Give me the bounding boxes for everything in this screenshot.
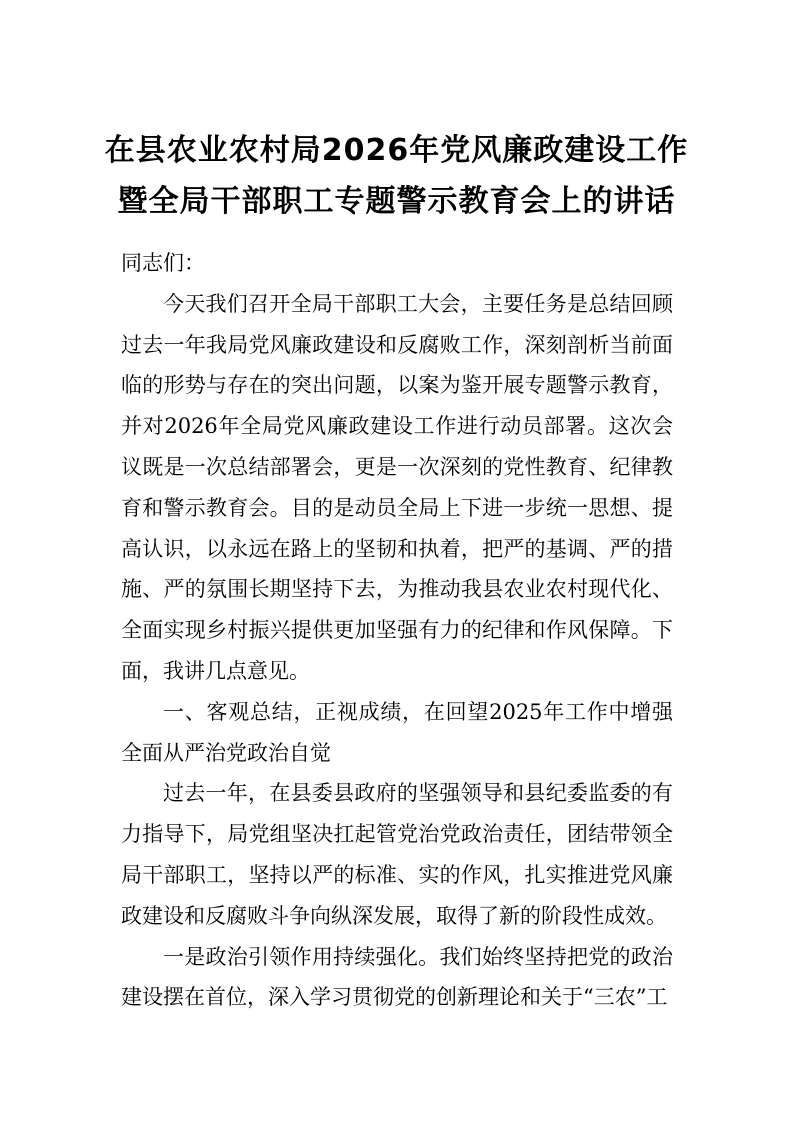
section-heading-1: 一、客观总结，正视成绩，在回望2025年工作中增强全面从严治党政治自觉 bbox=[121, 699, 673, 765]
paragraph-point-1: 一是政治引领作用持续强化。我们始终坚持把党的政治建设摆在首位，深入学习贯彻党的创新理论和关于“三农”工 bbox=[121, 944, 673, 1010]
paragraph-review: 过去一年，在县委县政府的坚强领导和县纪委监委的有力指导下，局党组坚决扛起管党治党政治责任，团结带领全局干部职工，坚持以严的标准、实的作风，扎实推进党风廉政建设和反腐败斗争向纵深发展，取得了新的阶段性成效。 bbox=[121, 781, 673, 928]
paragraph-opening: 今天我们召开全局干部职工大会，主要任务是总结回顾过去一年我局党风廉政建设和反腐败工作，深刻剖析当前面临的形势与存在的突出问题，以案为鉴开展专题警示教育，并对2026年全局党风廉政建设工作进行动员部署。这次会议既是一次总结部署会，更是一次深刻的党性教育、纪律教育和警示教育会。目的是动员全局上下进一步统一思想、提高认识，以永远在路上的坚韧和执着，把严的基调、严的措施、严的氛围长期坚持下去，为推动我县农业农村现代化、全面实现乡村振兴提供更加坚强有力的纪律和作风保障。下面，我讲几点意见。 bbox=[121, 291, 673, 683]
document-title-line-1: 在县农业农村局2026年党风廉政建设工作 bbox=[104, 133, 689, 168]
document-title-line-2: 暨全局干部职工专题警示教育会上的讲话 bbox=[117, 184, 676, 219]
salutation: 同志们： bbox=[121, 251, 205, 275]
document-body bbox=[121, 243, 673, 1018]
